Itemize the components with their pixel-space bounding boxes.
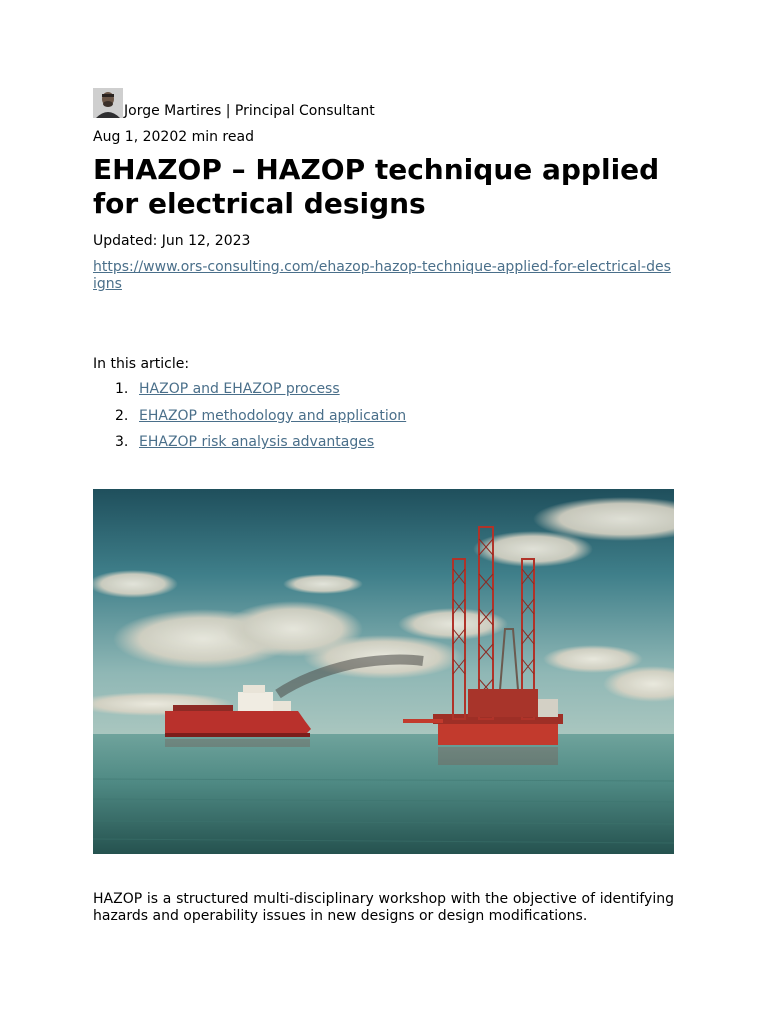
toc-link-hazop-process[interactable]: HAZOP and EHAZOP process (139, 381, 340, 397)
toc-item (93, 408, 674, 435)
author-byline (93, 87, 674, 119)
toc-heading: In this article: (93, 356, 190, 372)
article-url-link[interactable]: https://www.ors-consulting.com/ehazop-hazop-technique-applied-for-electrical-designs (93, 259, 671, 292)
toc-item-number: 2. (115, 407, 129, 424)
person-avatar-icon[interactable] (93, 88, 123, 118)
author-name[interactable]: Jorge Martires | Principal Consultant (124, 103, 375, 119)
hero-image-offshore-rig (93, 489, 674, 854)
article-body-paragraph: HAZOP is a structured multi-disciplinary workshop with the objective of identifying hazards and operability issues in new designs or design modifications. (93, 891, 674, 924)
toc-item (93, 434, 674, 461)
article-title: EHAZOP – HAZOP technique applied for electrical designs (93, 153, 660, 220)
toc-item (93, 381, 674, 408)
updated-date: Updated: Jun 12, 2023 (93, 233, 251, 249)
publish-date-read-time: Aug 1, 20202 min read (93, 129, 254, 145)
offshore-rig-illustration (93, 489, 674, 854)
toc-link-advantages[interactable]: EHAZOP risk analysis advantages (139, 434, 375, 450)
toc-item-number: 3. (115, 434, 129, 450)
toc-item-number: 1. (115, 381, 129, 397)
toc-link-methodology[interactable]: EHAZOP methodology and application (139, 407, 407, 424)
table-of-contents (93, 381, 674, 461)
